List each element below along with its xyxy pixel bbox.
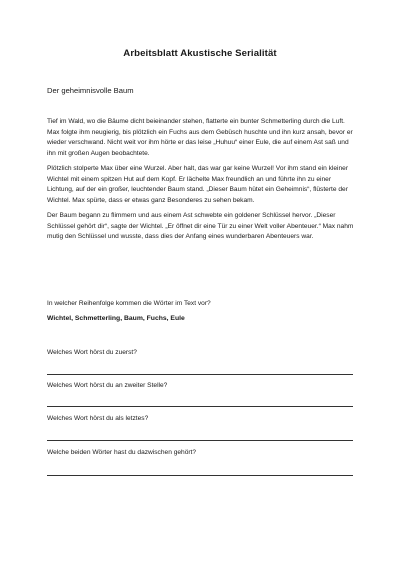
story-title: Der geheimnisvolle Baum: [47, 86, 134, 95]
answer-line-1[interactable]: [47, 374, 353, 375]
word-list: Wichtel, Schmetterling, Baum, Fuchs, Eule: [47, 315, 185, 322]
story-paragraph-3: Der Baum begann zu flimmern und aus einem Ast schwebte ein goldener Schlüssel hervor. „Dieser Schlüssel gehört dir“, sagte der Wichtel. „Er öffnet dir eine Tür zu einer Welt voller Abenteuer.“ Max nahm mutig den Schlüssel und wusste, dass dies der Anfang eines wunderbaren Abenteuers war.: [47, 212, 354, 240]
story-paragraph-1: Tief im Wald, wo die Bäume dicht beieinander stehen, flatterte ein bunter Schmetterling durch die Luft. Max folgte ihm neugierig, bis plötzlich ein Fuchs aus dem Gebüsch huschte und ihn kurz ansah, bevor er wieder verschwand. Nicht weit vor ihm hörte er das leise „Huhuu“ einer Eule, die auf einem Ast saß und ihn mit großen Augen beobachtete.: [47, 118, 353, 157]
question-1: Welches Wort hörst du zuerst?: [47, 349, 137, 356]
question-4: Welche beiden Wörter hast du dazwischen gehört?: [47, 449, 197, 456]
answer-line-3[interactable]: [47, 440, 353, 441]
page-title: Arbeitsblatt Akustische Serialität: [123, 48, 277, 59]
task-prompt: In welcher Reihenfolge kommen die Wörter im Text vor?: [47, 300, 211, 307]
question-2: Welches Wort hörst du an zweiter Stelle?: [47, 382, 168, 389]
answer-line-2[interactable]: [47, 406, 353, 407]
story-text: [47, 117, 359, 248]
question-3: Welches Wort hörst du als letztes?: [47, 415, 149, 422]
answer-line-4[interactable]: [47, 475, 353, 476]
story-paragraph-2: Plötzlich stolperte Max über eine Wurzel. Aber halt, das war gar keine Wurzel! Vor ihm stand ein kleiner Wichtel mit einem spitzen Hut auf dem Kopf. Er lächelte Max freundlich an und führte ihn zu einer Lichtung, auf der ein großer, leuchtender Baum stand. „Dieser Baum hütet ein Geheimnis“, flüsterte der Wichtel. Max spürte, dass er etwas ganz Besonderes zu sehen bekam.: [47, 165, 349, 204]
